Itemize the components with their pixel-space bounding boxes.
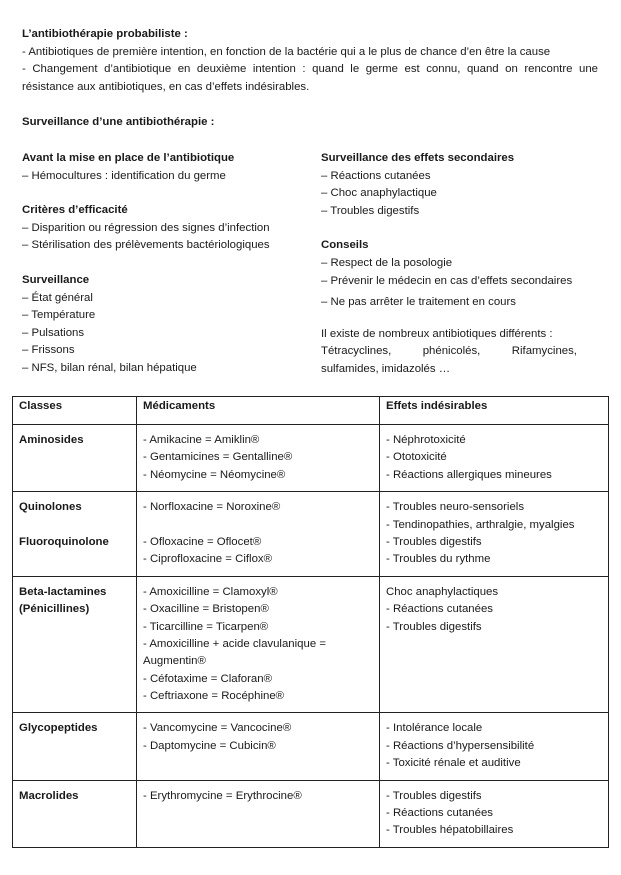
note-word: Tétracyclines, (321, 345, 392, 358)
medication-line: Augmentin® (143, 655, 206, 668)
effets-item: – Réactions cutanées (321, 169, 431, 182)
avant-title: Avant la mise en place de l’antibiotique (22, 152, 235, 164)
table-row (13, 576, 609, 713)
class-name: Beta-lactamines (19, 585, 107, 598)
effects-cell (380, 576, 609, 713)
effect-line: Choc anaphylactiques (386, 585, 499, 598)
medication-line: - Amoxicilline + acide clavulanique = (143, 637, 326, 650)
medication-line: - Ticarcilline = Ticarpen® (143, 620, 269, 633)
effect-line: - Ototoxicité (386, 451, 447, 464)
medication-line: - Norfloxacine = Noroxine® (143, 501, 281, 514)
table-row (13, 425, 609, 492)
medications-cell (137, 713, 380, 780)
medication-line: - Oxacilline = Bristopen® (143, 603, 269, 616)
note-line-3: sulfamides, imidazolés … (321, 362, 451, 375)
medication-line: - Erythromycine = Erythrocine® (143, 789, 302, 802)
class-cell (13, 576, 137, 713)
header-classes: Classes (13, 397, 137, 425)
medication-line: - Ofloxacine = Oflocet® (143, 535, 262, 548)
intro-line-2: - Changement d’antibiotique en deuxième intention : quand le germe est connu, quand on rencontre une résistance aux antibiotiques, en cas d’effets indésirables. (22, 63, 598, 93)
right-column (321, 150, 577, 379)
surveillance-title: Surveillance (22, 273, 90, 286)
effect-line: - Réactions cutanées (386, 807, 494, 820)
class-name: (Pénicillines) (19, 603, 90, 616)
class-name: Macrolides (19, 789, 79, 802)
note-line-1: Il existe de nombreux antibiotiques différents : (321, 327, 553, 340)
effets-item: – Choc anaphylactique (321, 187, 437, 200)
class-cell (13, 713, 137, 780)
effect-line: - Troubles digestifs (386, 620, 482, 633)
note-word: Rifamycines, (511, 345, 577, 358)
medication-line: - Vancomycine = Vancocine® (143, 722, 292, 735)
medication-line: - Néomycine = Néomycine® (143, 468, 286, 481)
effets-item: – Troubles digestifs (321, 204, 420, 217)
effect-line: - Troubles du rythme (386, 553, 491, 566)
effets-title: Surveillance des effets secondaires (321, 152, 515, 164)
table-header-row (13, 397, 609, 425)
conseils-item: – Prévenir le médecin en cas d’effets secondaires (321, 274, 573, 287)
antibiotics-table (12, 396, 609, 848)
surveillance-item: – NFS, bilan rénal, bilan hépatique (22, 361, 197, 374)
effects-cell (380, 780, 609, 847)
surveillance-item: – Pulsations (22, 326, 85, 339)
medication-line: - Céfotaxime = Claforan® (143, 672, 272, 685)
class-name (19, 517, 130, 534)
criteres-title: Critères d’efficacité (22, 204, 128, 217)
intro-heading: L’antibiothérapie probabiliste : (22, 28, 188, 40)
effects-cell (380, 492, 609, 577)
left-column (22, 150, 302, 378)
medication-line: - Ciprofloxacine = Ciflox® (143, 553, 272, 566)
note-word: phénicolés, (422, 345, 481, 358)
medications-cell (137, 780, 380, 847)
effect-line: - Tendinopathies, arthralgie, myalgies (386, 518, 575, 531)
effect-line: - Intolérance locale (386, 722, 483, 735)
table-row (13, 492, 609, 577)
table-row (13, 713, 609, 780)
class-cell (13, 780, 137, 847)
note-line-2 (321, 343, 577, 361)
effect-line: - Toxicité rénale et auditive (386, 757, 521, 770)
conseils-item: – Ne pas arrêter le traitement en cours (321, 296, 516, 309)
medication-line: - Daptomycine = Cubicin® (143, 739, 276, 752)
class-name: Glycopeptides (19, 722, 98, 735)
medication-line: - Gentamicines = Gentalline® (143, 451, 293, 464)
medication-line: - Amikacine = Amiklin® (143, 434, 260, 446)
effect-line: - Réactions d’hypersensibilité (386, 739, 535, 752)
class-cell (13, 425, 137, 492)
surveillance-item: – Température (22, 309, 96, 322)
effect-line: - Néphrotoxicité (386, 434, 466, 446)
effect-line: - Réactions allergiques mineures (386, 468, 552, 481)
conseils-item: – Respect de la posologie (321, 256, 453, 269)
effects-cell (380, 425, 609, 492)
effect-line: - Troubles hépatobillaires (386, 824, 514, 837)
criteres-item: – Stérilisation des prélèvements bactériologiques (22, 239, 270, 252)
surveillance-item: – État général (22, 291, 93, 304)
medications-cell (137, 576, 380, 713)
intro-line-1: - Antibiotiques de première intention, en fonction de la bactérie qui a le plus de chance d’en être la cause (22, 45, 551, 58)
class-name: Quinolones (19, 501, 82, 514)
class-cell (13, 492, 137, 577)
medications-cell (137, 425, 380, 492)
surveillance-item: – Frissons (22, 344, 75, 357)
antibiotics-note (321, 326, 577, 379)
criteres-item: – Disparition ou régression des signes d’infection (22, 221, 270, 234)
medication-line (143, 517, 373, 534)
intro-section (22, 26, 598, 132)
medications-cell (137, 492, 380, 577)
effect-line: - Troubles digestifs (386, 535, 482, 548)
effect-line: - Troubles neuro-sensoriels (386, 501, 525, 514)
avant-item: – Hémocultures : identification du germe (22, 169, 226, 182)
conseils-title: Conseils (321, 239, 369, 252)
effect-line: - Réactions cutanées (386, 603, 494, 616)
medication-line: - Ceftriaxone = Rocéphine® (143, 690, 285, 703)
surveillance-heading: Surveillance d’une antibiothérapie : (22, 116, 215, 129)
class-name: Fluoroquinolone (19, 535, 109, 548)
header-medicaments: Médicaments (137, 397, 380, 425)
class-name: Aminosides (19, 434, 84, 446)
effect-line: - Troubles digestifs (386, 789, 482, 802)
effects-cell (380, 713, 609, 780)
header-effets: Effets indésirables (380, 397, 609, 425)
medication-line: - Amoxicilline = Clamoxyl® (143, 585, 278, 598)
table-row (13, 780, 609, 847)
